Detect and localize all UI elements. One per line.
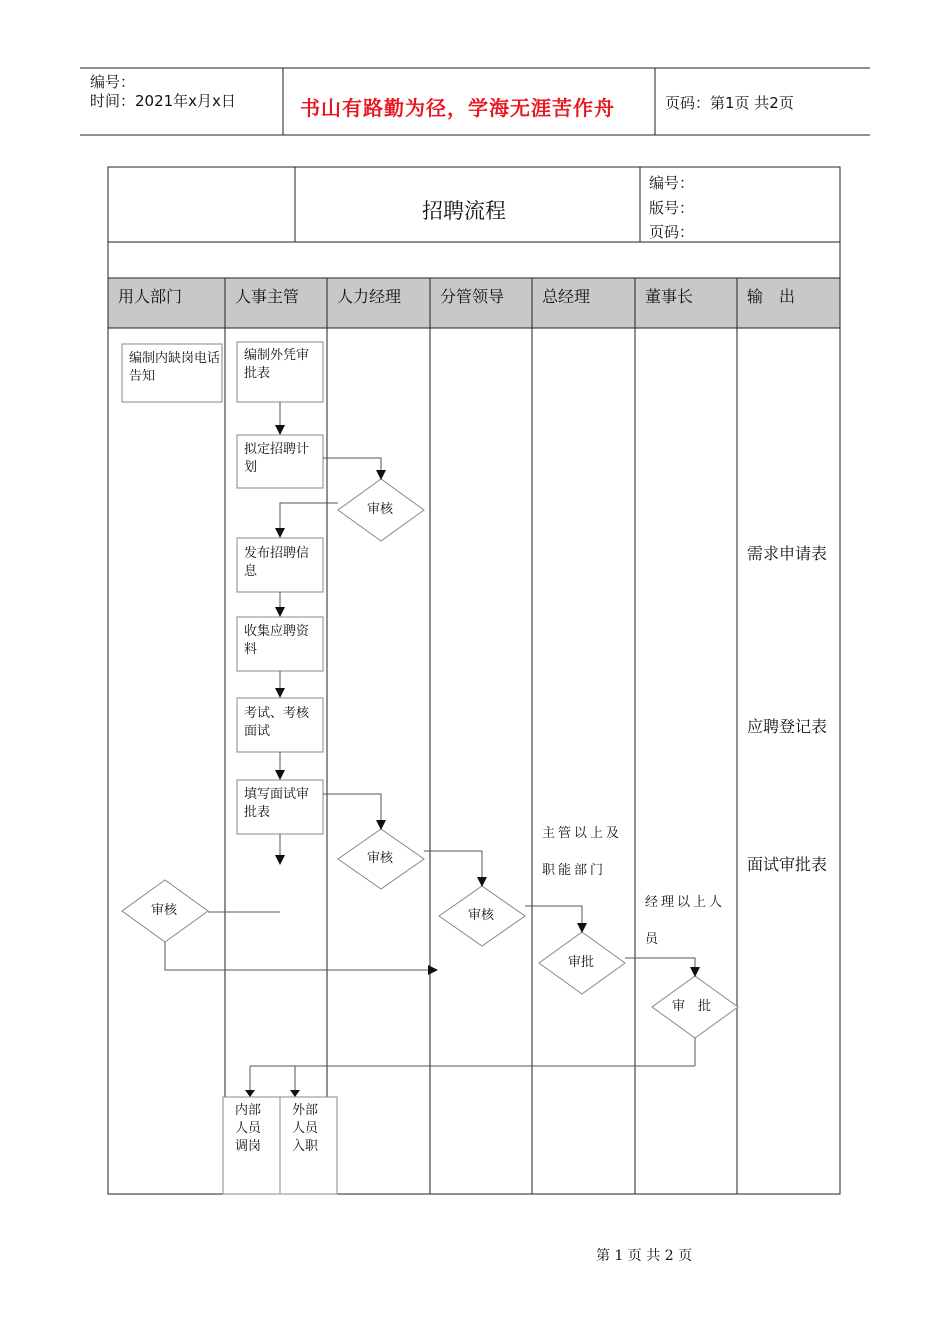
lane-header-dept: 用人部门 [118,287,183,306]
note-chairman-scope: 经理以上人员 [645,895,726,947]
decision-review-dept: 审核 [151,903,178,918]
form-meta-page: 页码： [649,223,695,241]
decision-review-hr-manager: 审核 [367,502,394,517]
page-footer: 第 1 页 共 2 页 [596,1248,693,1264]
form-meta-number: 编号： [649,174,695,192]
output-application-form: 应聘登记表 [747,717,828,736]
header-page-label: 页码：第1页 共2页 [665,94,794,112]
doc-time-label: 时间：2021年x月x日 [90,92,236,110]
note-gm-scope: 主管以上及职能部门 [542,826,623,878]
decision-review-division-lead: 审核 [468,908,495,923]
step-exam-interview: 考试、考核面试 [244,706,310,739]
header-motto: 书山有路勤为径，学海无涯苦作舟 [300,96,615,120]
decision-review-hr-manager-2: 审核 [367,851,394,866]
lane-header-output: 输 出 [747,287,796,306]
lane-header-hr-supervisor: 人事主管 [235,287,300,306]
decision-approve-gm: 审批 [568,955,595,970]
end-external-onboard: 外部人员入职 [292,1103,319,1154]
step-internal-vacancy: 编制内缺岗电话告知 [129,351,221,384]
end-internal-transfer: 内部人员调岗 [235,1103,262,1154]
form-title: 招聘流程 [422,199,506,223]
output-interview-form: 面试审批表 [747,855,828,874]
lane-header-general-manager: 总经理 [542,287,591,306]
form-meta-version: 版号： [649,199,695,217]
lane-header-chairman: 董事长 [645,287,694,306]
lane-header-hr-manager: 人力经理 [337,287,402,306]
step-publish-info: 发布招聘信息 [244,546,310,579]
step-interview-form: 填写面试审批表 [244,787,310,820]
step-external-approval: 编制外凭审批表 [244,348,310,381]
step-recruit-plan: 拟定招聘计划 [244,442,310,475]
decision-approve-chairman: 审 批 [672,999,712,1014]
doc-number-label: 编号： [90,73,136,91]
step-collect-resumes: 收集应聘资料 [244,624,310,657]
lane-header-division-lead: 分管领导 [440,287,505,306]
output-demand-form: 需求申请表 [747,544,828,563]
